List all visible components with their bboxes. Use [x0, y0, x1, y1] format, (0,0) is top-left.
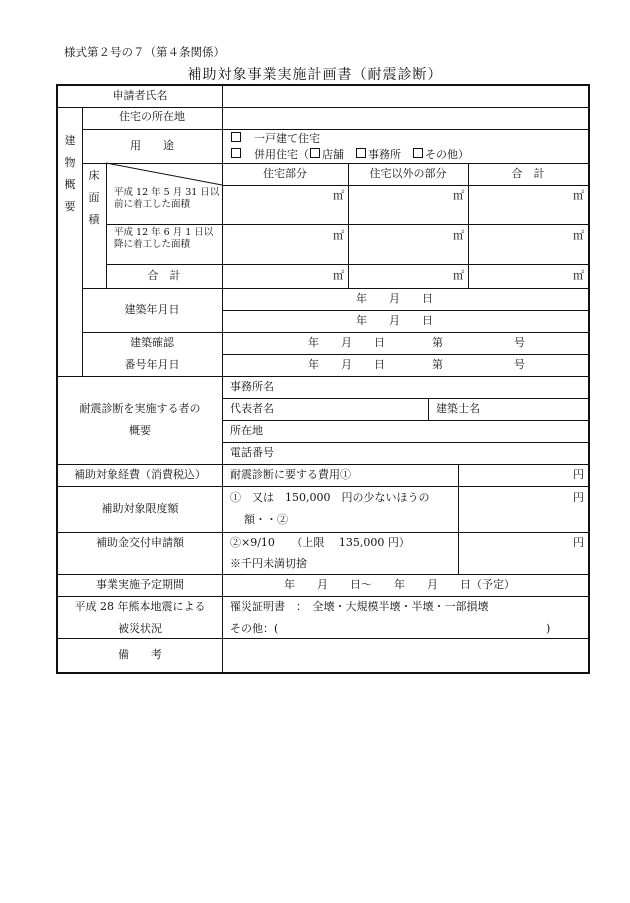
permit-no-prefix: 第	[432, 358, 443, 371]
disaster-certificate: 罹災証明書 ： 全壊・大規模半壊・半壊・一部損壊	[230, 600, 489, 613]
use-option-mixed[interactable]: 併用住宅（ 店舗 事務所 その他）	[230, 148, 469, 162]
period-label: 事業実施予定期間	[96, 578, 184, 591]
col-residential: 住宅部分	[263, 167, 307, 180]
form-table	[56, 84, 590, 674]
permit-date-1: 年 月 日	[308, 336, 385, 349]
period-value: 年 月 日～ 年 月 日（予定）	[284, 578, 515, 591]
diagnoser-address-label: 所在地	[230, 424, 263, 437]
built-date-1: 年 月 日	[356, 292, 433, 305]
diagnoser-label-2: 概要	[129, 424, 151, 437]
built-date-label: 建築年月日	[124, 303, 180, 316]
unit-sqm: ㎡	[573, 189, 584, 202]
row-before-label: 平成 12 年 5 月 31 日以前に着工した面積	[114, 187, 220, 210]
checkbox[interactable]	[231, 132, 241, 142]
disaster-label-2: 被災状況	[118, 622, 162, 635]
col-total: 合 計	[511, 167, 545, 180]
checkbox[interactable]	[413, 148, 423, 158]
use-label: 用 途	[130, 139, 174, 152]
building-section-label: 建 物 概 要	[64, 134, 76, 213]
architect-label: 建築士名	[436, 402, 480, 415]
row-total-label: 合 計	[147, 269, 181, 282]
phone-label: 電話番号	[230, 446, 274, 459]
unit-sqm: ㎡	[453, 229, 464, 242]
office-name-label: 事務所名	[230, 380, 274, 393]
representative-label: 代表者名	[230, 402, 274, 415]
unit-sqm: ㎡	[573, 269, 584, 282]
grant-label: 補助金交付申請額	[96, 536, 184, 549]
checkbox[interactable]	[356, 148, 366, 158]
limit-desc-2: 額・・②	[244, 513, 288, 526]
unit-sqm: ㎡	[573, 229, 584, 242]
grant-unit: 円	[573, 536, 584, 549]
col-non-residential: 住宅以外の部分	[369, 167, 447, 180]
grant-desc-2: ※千円未満切捨	[230, 557, 307, 570]
disaster-other-prefix: その他：(	[230, 622, 279, 635]
cost-unit: 円	[573, 468, 584, 481]
applicant-label: 申請者氏名	[112, 89, 168, 102]
limit-label: 補助対象限度額	[101, 502, 179, 515]
disaster-other-suffix: )	[546, 622, 551, 635]
unit-sqm: ㎡	[453, 269, 464, 282]
permit-no-prefix: 第	[432, 336, 443, 349]
remarks-label: 備 考	[118, 648, 162, 661]
unit-sqm: ㎡	[453, 189, 464, 202]
permit-label-1: 建築確認	[130, 336, 174, 349]
diagnoser-label-1: 耐震診断を実施する者の	[79, 402, 201, 415]
limit-desc-1: ① 又は 150,000 円の少ないほうの	[230, 491, 430, 504]
unit-sqm: ㎡	[333, 189, 344, 202]
cost-label: 補助対象経費（消費税込）	[74, 468, 206, 481]
built-date-2: 年 月 日	[356, 314, 433, 327]
permit-date-2: 年 月 日	[308, 358, 385, 371]
disaster-label-1: 平成 28 年熊本地震による	[74, 600, 206, 613]
cost-desc: 耐震診断に要する費用①	[230, 468, 351, 481]
grant-desc-1: ②×9/10 （上限 135,000 円）	[230, 536, 410, 549]
permit-label-2: 番号年月日	[124, 358, 180, 371]
unit-sqm: ㎡	[333, 269, 344, 282]
form-number: 様式第２号の７（第４条関係）	[64, 45, 225, 59]
floor-area-label: 床 面 積	[88, 169, 100, 226]
checkbox[interactable]	[231, 148, 241, 158]
page-title: 補助対象事業実施計画書（耐震診断）	[187, 67, 443, 83]
use-option-detached[interactable]: 一戸建て住宅	[230, 132, 320, 146]
checkbox[interactable]	[310, 148, 320, 158]
address-label: 住宅の所在地	[119, 110, 185, 123]
limit-unit: 円	[573, 491, 584, 504]
unit-sqm: ㎡	[333, 229, 344, 242]
permit-no-suffix: 号	[514, 358, 525, 371]
permit-no-suffix: 号	[514, 336, 525, 349]
row-after-label: 平成 12 年 6 月 1 日以降に着工した面積	[114, 227, 214, 250]
